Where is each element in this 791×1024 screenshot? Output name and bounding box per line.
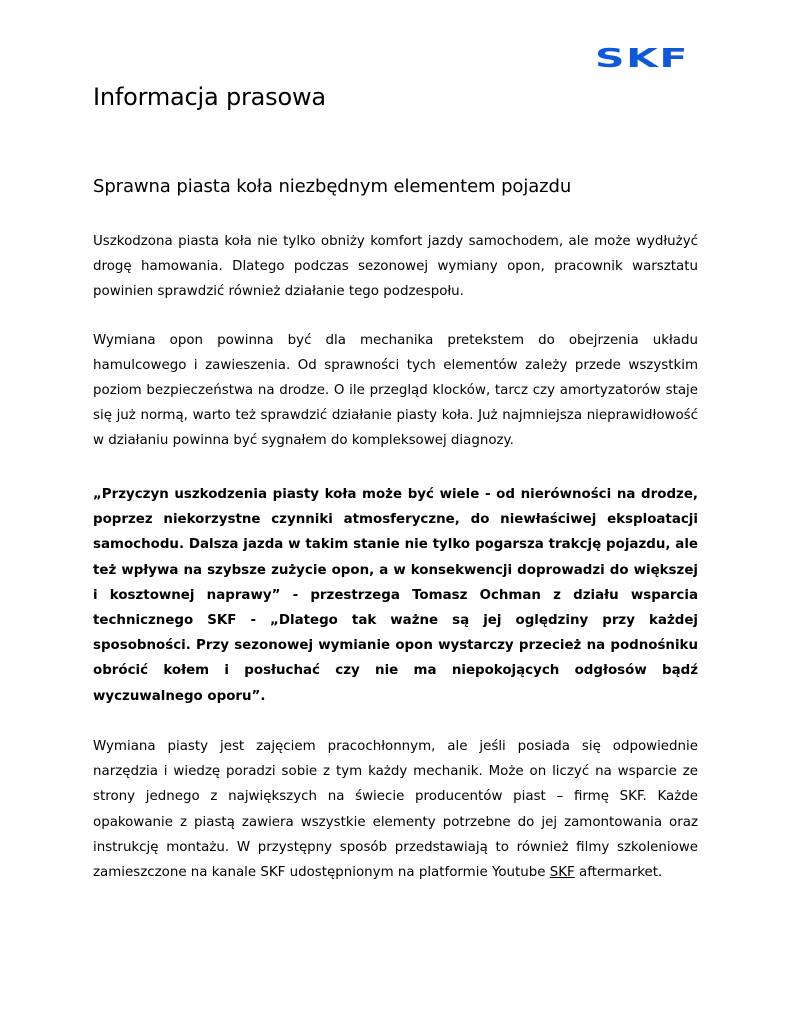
paragraph-quote: „Przyczyn uszkodzenia piasty koła może być wiele - od nierówności na drodze, poprzez niekorzystne czynniki atmosferyczne, do niewłaściwej eksploatacji samochodu. Dalsza jazda w takim stanie nie tylko pogarsza trakcję pojazdu, ale też wpływa na szybsze zużycie opon, a w konsekwencji doprowadzi do większej i kosztownej naprawy” - przestrzega Tomasz Ochman z działu wsparcia technicznego SKF - „Dlatego tak ważne są jej oględziny przy każdej sposobności. Przy sezonowej wymianie opon wystarczy przecież na podnośniku obrócić kołem i posłuchać czy nie ma niepokojących odgłosów bądź wyczuwalnego oporu”. bbox=[93, 487, 698, 704]
paragraph-body-1: Wymiana opon powinna być dla mechanika pretekstem do obejrzenia układu hamulcowego i zawieszenia. Od sprawności tych elementów zależy przede wszystkim poziom bezpieczeństwa na drodze. O ile przegląd klocków, tarcz czy amortyzatorów staje się już normą, warto też sprawdzić działanie piasty koła. Już najmniejsza nieprawidłowość w działaniu powinna być sygnałem do kompleksowej diagnozy. bbox=[93, 333, 698, 448]
paragraph-body-2 bbox=[93, 734, 698, 885]
skf-logo-icon bbox=[594, 46, 690, 70]
skf-logo bbox=[594, 46, 690, 70]
paragraph-body-2-text: Wymiana piasty jest zajęciem pracochłonnym, ale jeśli posiada się odpowiednie narzędzia i wiedzę poradzi sobie z tym każdy mechanik. Może on liczyć na wsparcie ze strony jednego z największych na świecie producentów piast – firmę SKF. Każde opakowanie z piastą zawiera wszystkie elementy potrzebne do jej zamontowania oraz instrukcję montażu. W przystępny sposób przedstawiają to również filmy szkoleniowe zamieszczone na kanale SKF udostępnionym na platformie Youtube bbox=[93, 739, 698, 881]
article-headline: Sprawna piasta koła niezbędnym elementem pojazdu bbox=[93, 176, 572, 197]
paragraph-intro: Uszkodzona piasta koła nie tylko obniży komfort jazdy samochodem, ale może wydłużyć drogę hamowania. Dlatego podczas sezonowej wymiany opon, pracownik warsztatu powinien sprawdzić również działanie tego podzespołu. bbox=[93, 234, 698, 300]
skf-aftermarket-link[interactable]: SKF bbox=[549, 865, 575, 881]
paragraph-body-2-tail: aftermarket. bbox=[574, 865, 663, 881]
page-title: Informacja prasowa bbox=[93, 83, 326, 111]
skf-logo-text: SKF bbox=[595, 46, 689, 70]
